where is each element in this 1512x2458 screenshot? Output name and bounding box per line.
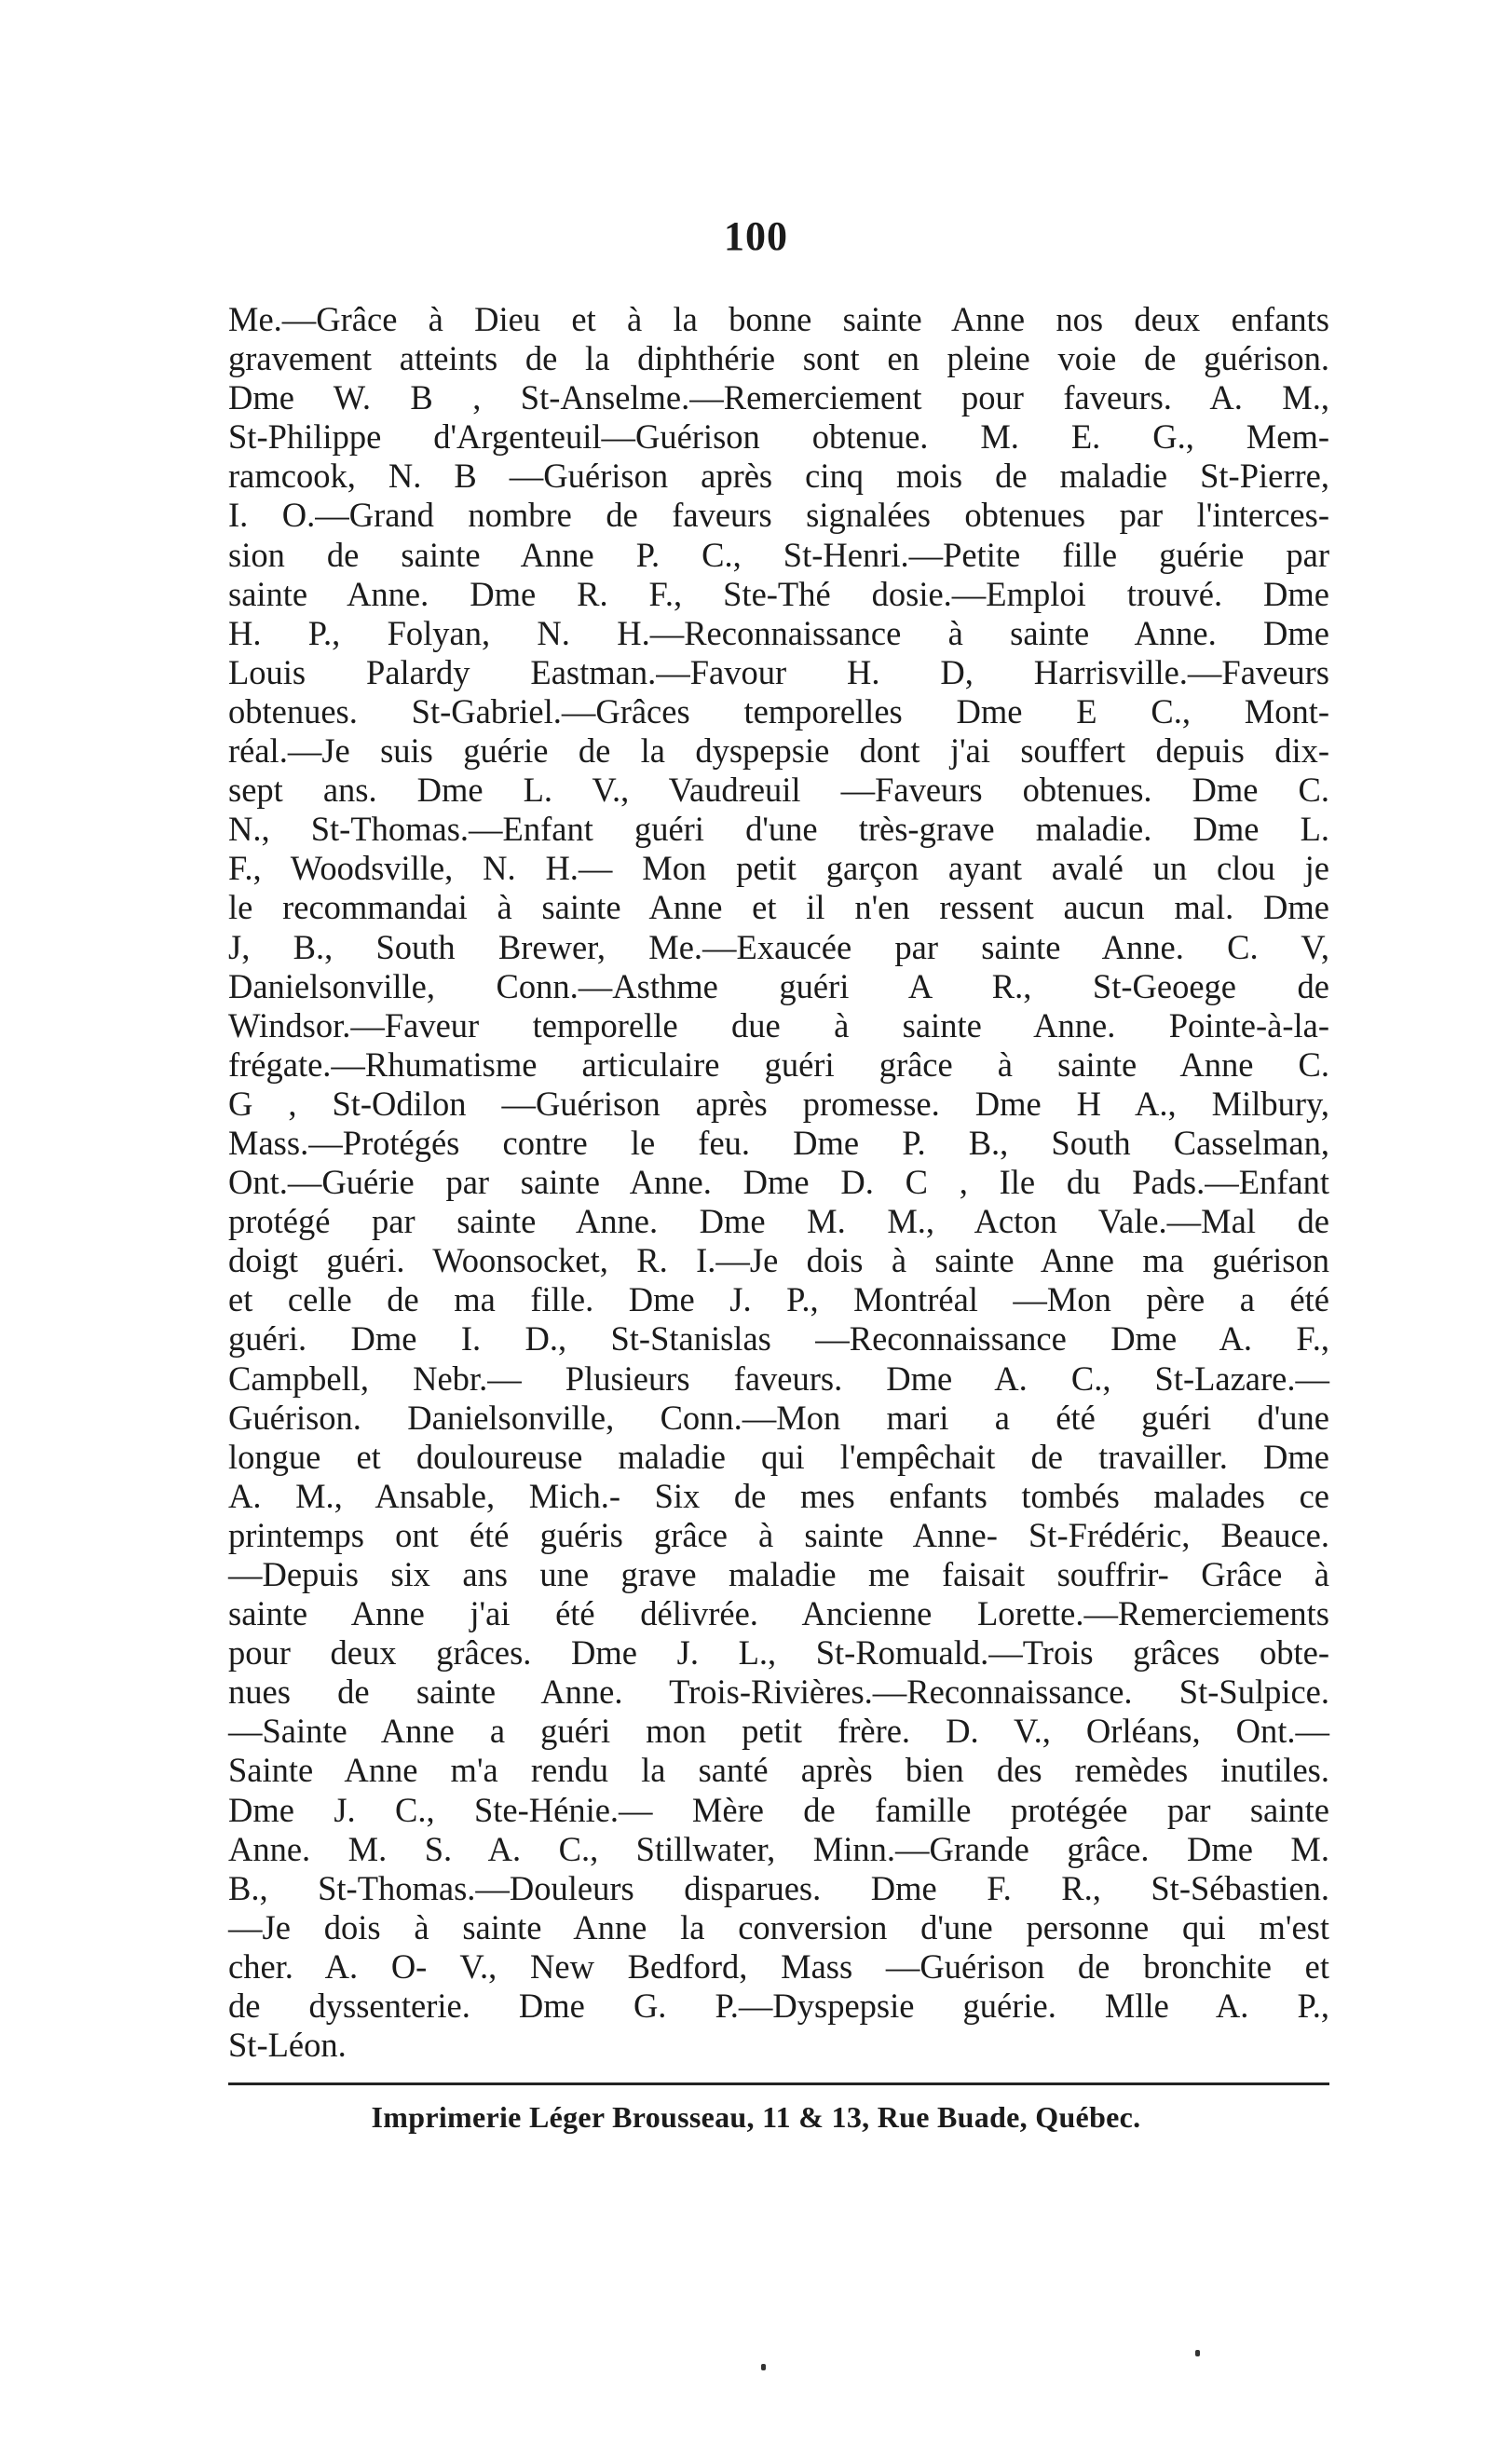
text-line: guéri. Dme I. D., St-Stanislas —Reconnaissance Dme A. F., xyxy=(228,1319,1329,1359)
text-line: A. M., Ansable, Mich.- Six de mes enfants tombés malades ce xyxy=(228,1476,1329,1515)
text-line: H. P., Folyan, N. H.—Reconnaissance à sainte Anne. Dme xyxy=(228,613,1329,652)
scan-speck xyxy=(761,2364,766,2370)
text-line: gravement atteints de la diphthérie sont en pleine voie de guérison. xyxy=(228,339,1329,378)
text-line: I. O.—Grand nombre de faveurs signalées obtenues par l'interces- xyxy=(228,496,1329,535)
text-line: N., St-Thomas.—Enfant guéri d'une très-grave maladie. Dme L. xyxy=(228,810,1329,849)
text-line: G , St-Odilon —Guérison après promesse. Dme H A., Milbury, xyxy=(228,1084,1329,1123)
text-line: le recommandai à sainte Anne et il n'en ressent aucun mal. Dme xyxy=(228,888,1329,927)
text-line: Me.—Grâce à Dieu et à la bonne sainte Anne nos deux enfants xyxy=(228,300,1329,338)
text-line: —Depuis six ans une grave maladie me faisait souffrir- Grâce à xyxy=(228,1555,1329,1593)
text-line: Sainte Anne m'a rendu la santé après bien des remèdes inutiles. xyxy=(228,1751,1329,1790)
text-line: Mass.—Protégés contre le feu. Dme P. B., South Casselman, xyxy=(228,1123,1329,1162)
text-line: J, B., South Brewer, Me.—Exaucée par sainte Anne. C. V, xyxy=(228,927,1329,966)
printer-imprint: Imprimerie Léger Brousseau, 11 & 13, Rue Buade, Québec. xyxy=(371,2100,1141,2134)
text-line: nues de sainte Anne. Trois-Rivières.—Reconnaissance. St-Sulpice. xyxy=(228,1673,1329,1712)
text-line: sion de sainte Anne P. C., St-Henri.—Petite fille guérie par xyxy=(228,535,1329,574)
text-line: Guérison. Danielsonville, Conn.—Mon mari a été guéri d'une xyxy=(228,1398,1329,1437)
text-line: F., Woodsville, N. H.— Mon petit garçon ayant avalé un clou je xyxy=(228,849,1329,888)
text-line: sainte Anne. Dme R. F., Ste-Thé dosie.—Emploi trouvé. Dme xyxy=(228,574,1329,613)
footer-rule xyxy=(228,2082,1329,2085)
text-line: ramcook, N. B —Guérison après cinq mois de maladie St-Pierre, xyxy=(228,457,1329,496)
text-line: St-Philippe d'Argenteuil—Guérison obtenue. M. E. G., Mem- xyxy=(228,417,1329,457)
text-line: et celle de ma fille. Dme J. P., Montréal —Mon père a été xyxy=(228,1280,1329,1319)
text-line: B., St-Thomas.—Douleurs disparues. Dme F. R., St-Sébastien. xyxy=(228,1868,1329,1907)
text-line: sept ans. Dme L. V., Vaudreuil —Faveurs obtenues. Dme C. xyxy=(228,771,1329,810)
text-line: longue et douloureuse maladie qui l'empêchait de travailler. Dme xyxy=(228,1437,1329,1476)
text-line: de dyssenterie. Dme G. P.—Dyspepsie guérie. Mlle A. P., xyxy=(228,1987,1329,2026)
body-text xyxy=(228,300,1329,2065)
text-line: réal.—Je suis guérie de la dyspepsie dont j'ai souffert depuis dix- xyxy=(228,731,1329,771)
text-line: St-Léon. xyxy=(228,2026,347,2065)
text-line: doigt guéri. Woonsocket, R. I.—Je dois à sainte Anne ma guérison xyxy=(228,1241,1329,1280)
text-line: Ont.—Guérie par sainte Anne. Dme D. C , Ile du Pads.—Enfant xyxy=(228,1163,1329,1202)
text-line: —Sainte Anne a guéri mon petit frère. D. V., Orléans, Ont.— xyxy=(228,1712,1329,1751)
text-line: —Je dois à sainte Anne la conversion d'une personne qui m'est xyxy=(228,1907,1329,1946)
text-line: Windsor.—Faveur temporelle due à sainte Anne. Pointe-à-la- xyxy=(228,1005,1329,1045)
text-line: Anne. M. S. A. C., Stillwater, Minn.—Grande grâce. Dme M. xyxy=(228,1829,1329,1868)
text-line: printemps ont été guéris grâce à sainte Anne- St-Frédéric, Beauce. xyxy=(228,1515,1329,1554)
text-line: frégate.—Rhumatisme articulaire guéri grâce à sainte Anne C. xyxy=(228,1045,1329,1084)
text-line: obtenues. St-Gabriel.—Grâces temporelles Dme E C., Mont- xyxy=(228,691,1329,731)
text-line: cher. A. O- V., New Bedford, Mass —Guérison de bronchite et xyxy=(228,1946,1329,1986)
page-number: 100 xyxy=(724,213,788,259)
text-line: sainte Anne j'ai été délivrée. Ancienne Lorette.—Remerciements xyxy=(228,1594,1329,1633)
text-line: pour deux grâces. Dme J. L., St-Romuald.—Trois grâces obte- xyxy=(228,1633,1329,1673)
text-line: Danielsonville, Conn.—Asthme guéri A R., St-Geoege de xyxy=(228,966,1329,1005)
text-line: Campbell, Nebr.— Plusieurs faveurs. Dme A. C., St-Lazare.— xyxy=(228,1359,1329,1398)
text-line: Louis Palardy Eastman.—Favour H. D, Harrisville.—Faveurs xyxy=(228,652,1329,691)
scan-speck xyxy=(1195,2350,1200,2356)
text-line: Dme J. C., Ste-Hénie.— Mère de famille protégée par sainte xyxy=(228,1790,1329,1829)
text-line: Dme W. B , St-Anselme.—Remerciement pour faveurs. A. M., xyxy=(228,378,1329,417)
text-line: protégé par sainte Anne. Dme M. M., Acton Vale.—Mal de xyxy=(228,1202,1329,1241)
